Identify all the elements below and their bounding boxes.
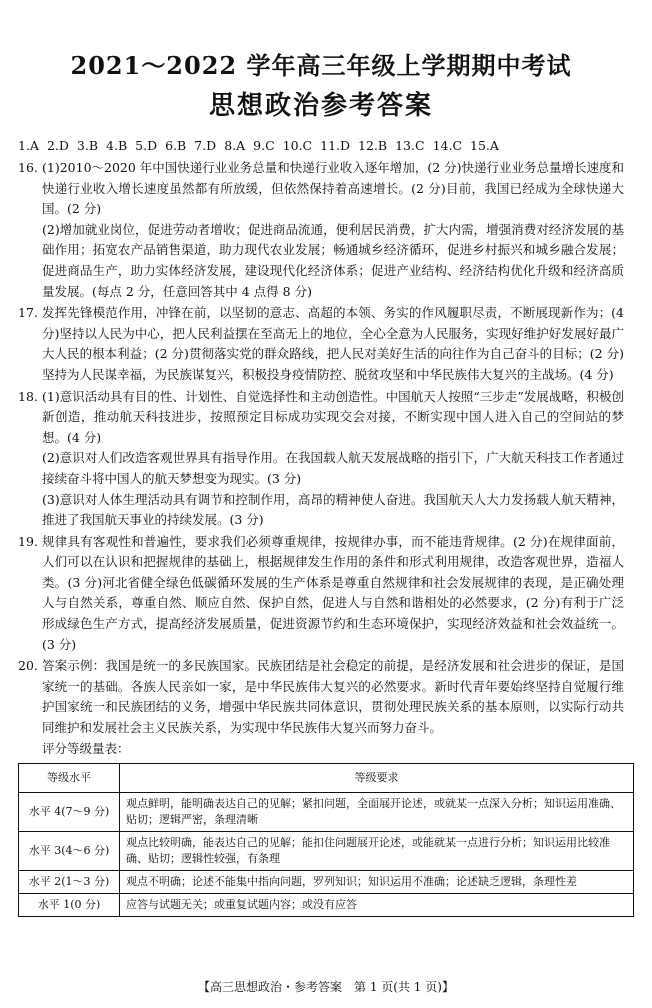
- mcq-answer: 12.B: [358, 138, 388, 153]
- grading-table: [18, 763, 634, 917]
- requirement-cell: 应答与试题无关；或重复试题内容；或没有应答: [120, 894, 634, 917]
- mcq-answer: 6.B: [165, 138, 187, 153]
- mcq-answer: 15.A: [470, 138, 499, 153]
- question-20: [18, 656, 624, 759]
- question-answer: [42, 387, 624, 531]
- table-header: 等级水平: [19, 764, 120, 793]
- mcq-answer: 11.D: [320, 138, 351, 153]
- level-cell: 水平 4(7～9 分): [19, 793, 120, 832]
- table-header: 等级要求: [120, 764, 634, 793]
- question-16: [18, 158, 624, 302]
- table-header-row: [19, 764, 634, 793]
- question-answer: [42, 303, 624, 385]
- answer-paragraph: (1)2010～2020 年中国快递行业业务总量和快递行业收入逐年增加，(2 分)快递行业业务总量增长速度和快递行业收入增长速度虽然都有所放缓，但依然保持着高速增长。(2 分)目前，我国已经成为全球快递大国。(2 分): [42, 160, 624, 217]
- question-number: 18.: [18, 388, 38, 404]
- answer-paragraph: (3)意识对人体生理活动具有调节和控制作用，高昂的精神使人奋进。我国航天人大力发扬载人航天精神，推进了我国航天事业的持续发展。(3 分): [42, 491, 624, 528]
- mcq-answer: 2.D: [46, 138, 69, 153]
- question-answer: [42, 532, 624, 656]
- question-number: 17.: [18, 305, 38, 321]
- mcq-answer: 9.C: [253, 138, 275, 153]
- question-number: 20.: [18, 658, 38, 674]
- answer-paragraph: 发挥先锋模范作用，冲锋在前，以坚韧的意志、高超的本领、务实的作风履职尽责，不断展现新作为；(4 分)坚持以人民为中心，把人民利益摆在至高无上的地位，全心全意为人民服务，实现好维护好发展好最广大人民的根本利益；(2 分)贯彻落实党的群众路线，把人民对美好生活的向往作为自己奋斗的目标；(2 分)坚持为人民谋幸福，为民族谋复兴，积极投身疫情防控、脱贫攻坚和中华民族伟大复兴的主战场。(4 分): [42, 305, 624, 382]
- mcq-answer: 7.D: [194, 138, 217, 153]
- question-18: [18, 387, 624, 531]
- table-row: [19, 871, 634, 894]
- requirement-cell: 观点比较明确，能表达自己的见解；能扣住问题展开论述，或能就某一点进行分析；知识运用比较准确、贴切；逻辑性较强，有条理: [120, 832, 634, 871]
- answer-paragraph: 规律具有客观性和普遍性，要求我们必须尊重规律，按规律办事，而不能违背规律。(2 分)在规律面前，人们可以在认识和把握规律的基础上，根据规律发生作用的条件和形式利用规律，改造客观世界，造福人类。(3 分)河北省健全绿色低碳循环发展的生产体系是尊重自然规律和社会发展规律的表现，是正确处理人与自然关系，尊重自然、顺应自然、保护自然，促进人与自然和谐相处的必然要求，(2 分)有利于广泛形成绿色生产方式，提高经济发展质量，促进资源节约和生态环境保护，实现经济效益和社会效益统一。(3 分): [42, 533, 624, 652]
- table-row: [19, 894, 634, 917]
- mcq-answer: 1.A: [18, 138, 39, 153]
- answer-paragraph: (2)增加就业岗位，促进劳动者增收；促进商品流通，便利居民消费，扩大内需，增强消费对经济发展的基础作用；拓宽农产品销售渠道，助力现代农业发展；畅通城乡经济循环，促进乡村振兴和城乡融合发展；促进商品生产，助力实体经济发展，建设现代化经济体系；促进产业结构、经济结构优化升级和经济高质量发展。(每点 2 分，任意回答其中 4 点得 8 分): [42, 221, 624, 299]
- page-footer: 【高三思想政治・参考答案 第 1 页(共 1 页)】: [198, 980, 454, 994]
- question-answer: [42, 656, 624, 759]
- question-answer: [42, 158, 624, 302]
- requirement-cell: 观点不明确；论述不能集中指向问题，罗列知识；知识运用不准确；论述缺乏逻辑，条理性差: [120, 871, 634, 894]
- answer-paragraph: 答案示例：我国是统一的多民族国家。民族团结是社会稳定的前提，是经济发展和社会进步的保证，是国家统一的基础。各族人民亲如一家，是中华民族伟大复兴的必然要求。新时代青年要始终坚持自觉履行维护国家统一和民族团结的义务，增强中华民族共同体意识，贯彻处理民族关系的基本原则，以实际行动共同维护和发展社会主义民族关系，为实现中华民族伟大复兴而努力奋斗。: [42, 658, 624, 736]
- requirement-cell: 观点鲜明，能明确表达自己的见解；紧扣问题，全面展开论述，或就某一点深入分析；知识运用准确、贴切；逻辑严密，条理清晰: [120, 793, 634, 832]
- question-17: [18, 303, 624, 385]
- question-number: 16.: [18, 160, 38, 175]
- mcq-answer: 13.C: [395, 138, 425, 153]
- level-cell: 水平 1(0 分): [19, 894, 120, 917]
- answer-paragraph: (1)意识活动具有目的性、计划性、自觉选择性和主动创造性。中国航天人按照“三步走”发展战略，积极创新创造，推动航天科技进步，按照预定目标成功实现交会对接，不断实现中国人进入自己的空间站的梦想。(4 分): [42, 388, 624, 445]
- mcq-answer: 4.B: [106, 138, 128, 153]
- multiple-choice-answers: [18, 136, 624, 156]
- mcq-answer: 10.C: [282, 138, 313, 153]
- mcq-answer: 3.B: [76, 138, 99, 153]
- question-19: [18, 532, 624, 656]
- table-row: [19, 832, 634, 871]
- exam-title: 2021～2022 学年高三年级上学期期中考试: [70, 51, 572, 80]
- table-row: [19, 793, 634, 832]
- mcq-answer: 5.D: [135, 138, 158, 153]
- mcq-answer: 8.A: [224, 138, 246, 153]
- mcq-answer: 14.C: [432, 138, 463, 153]
- grading-scale-label: 评分等级量表：: [42, 740, 130, 756]
- question-number: 19.: [18, 533, 38, 549]
- exam-subtitle: 思想政治参考答案: [208, 91, 433, 121]
- answer-paragraph: (2)意识对人们改造客观世界具有指导作用。在我国载人航天发展战略的指引下，广大航天科技工作者通过接续奋斗将中国人的航天梦想变为现实。(3 分): [42, 450, 624, 486]
- level-cell: 水平 3(4～6 分): [19, 832, 120, 871]
- level-cell: 水平 2(1～3 分): [19, 871, 120, 894]
